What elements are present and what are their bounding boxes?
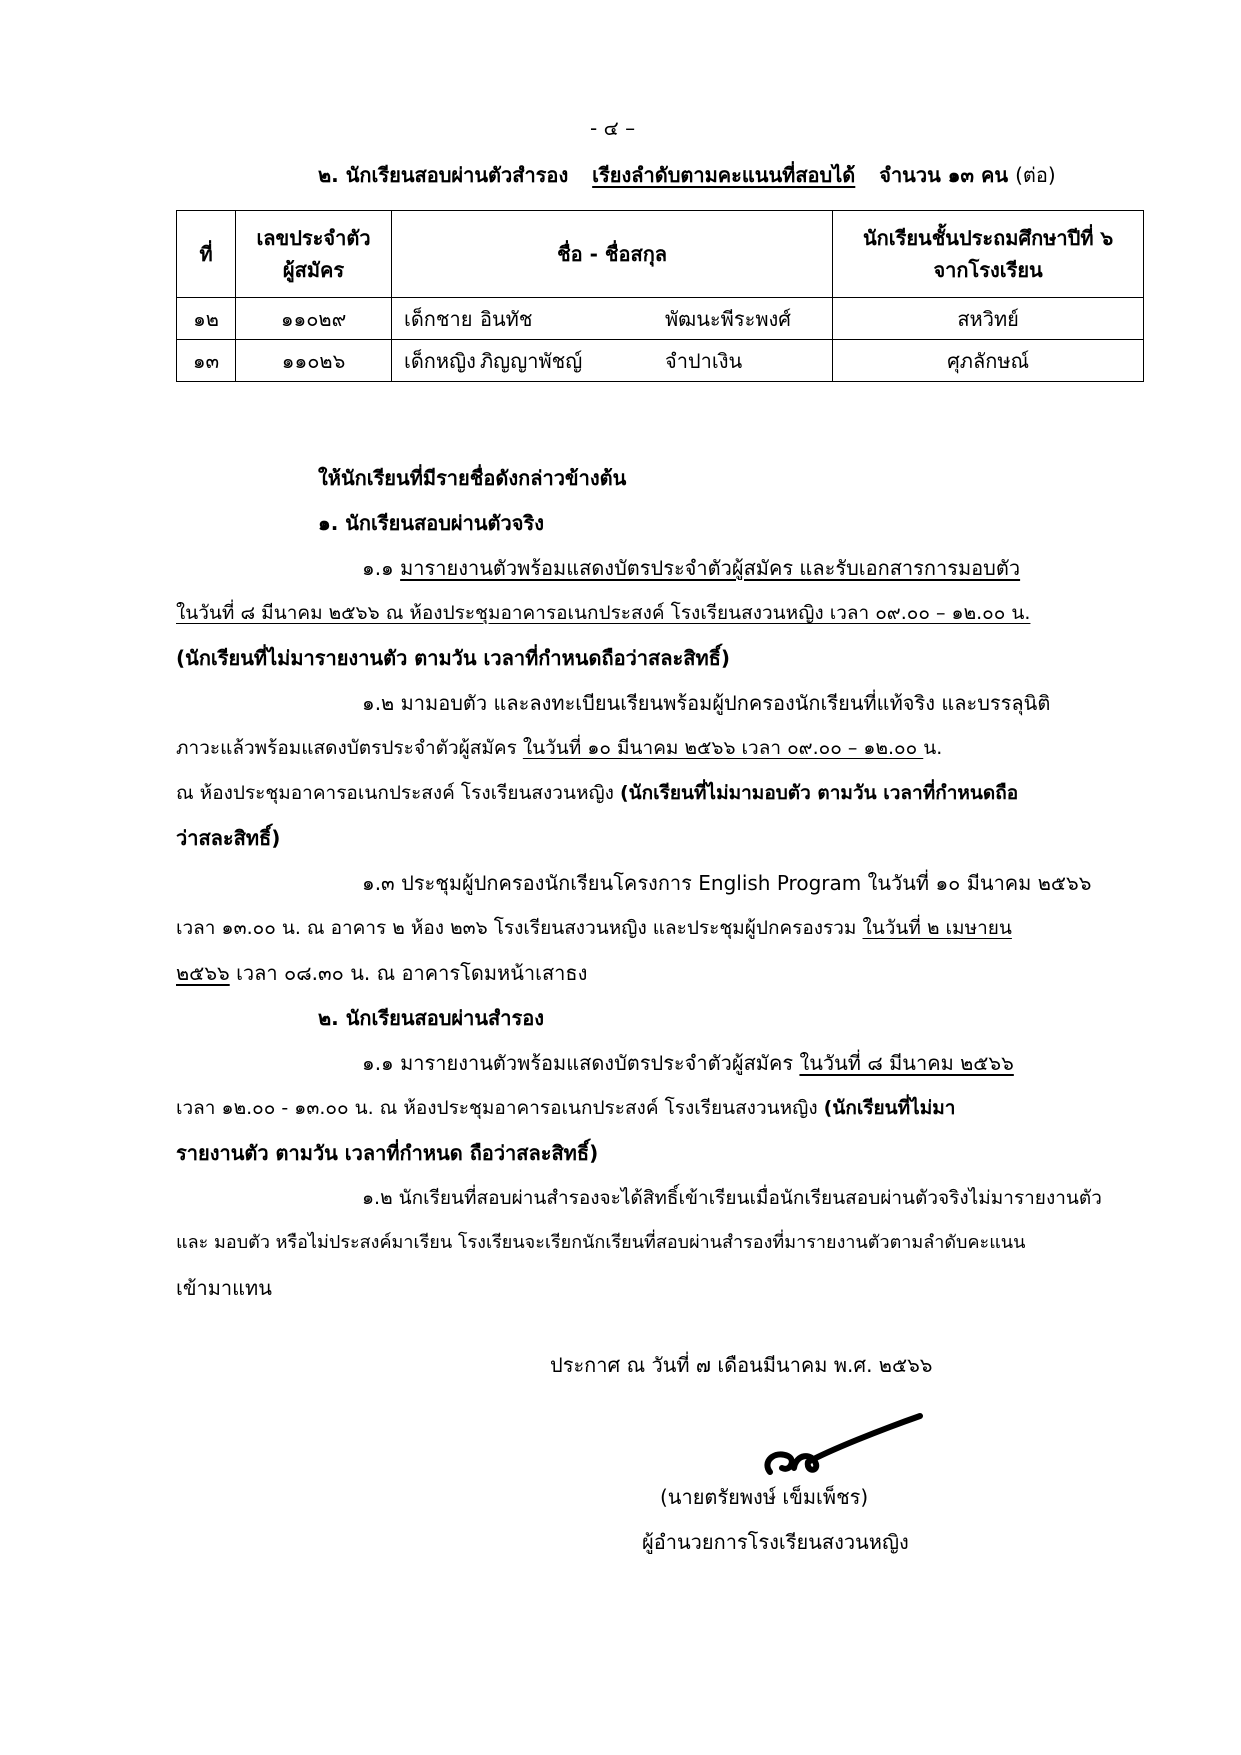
table-header-row xyxy=(177,211,1144,298)
item-2-1-line-2 xyxy=(176,1093,955,1123)
item-2-1-warning: (นักเรียนที่ไม่มา xyxy=(823,1097,956,1119)
results-table xyxy=(176,210,1144,382)
signature-icon xyxy=(760,1410,950,1490)
item-2-2-line-2: และ มอบตัว หรือไม่ประสงค์มาเรียน โรงเรียนจะเรียกนักเรียนที่สอบผ่านสำรองที่มารายงานตัวตามลำดับคะแนน xyxy=(176,1232,1026,1253)
table-row xyxy=(177,298,1144,340)
item-1-2-line-2 xyxy=(176,733,942,763)
item-1-3-line-2 xyxy=(176,913,1012,943)
cell-school: ศุภลักษณ์ xyxy=(833,340,1144,382)
item-2-2-line-3: เข้ามาแทน xyxy=(176,1276,272,1300)
cell-no: ๑๓ xyxy=(177,340,236,382)
item-2-1-text: ๑.๑ มารายงานตัวพร้อมแสดงบัตรประจำตัวผู้สมัคร xyxy=(362,1051,800,1075)
header-school xyxy=(833,211,1144,298)
heading-cont: (ต่อ) xyxy=(1015,163,1056,187)
signer-name: (นายตรัยพงษ์ เข็มเพ็ชร) xyxy=(660,1485,869,1509)
item-1-1-line-2: ในวันที่ ๘ มีนาคม ๒๕๖๖ ณ ห้องประชุมอาคารอเนกประสงค์ โรงเรียนสงวนหญิง เวลา ๐๙.๐๐ – ๑๒.๐๐ น. xyxy=(176,602,1031,624)
item-2-1-line-1 xyxy=(362,1048,1014,1078)
item-2-1-place: เวลา ๑๒.๐๐ - ๑๓.๐๐ น. ณ ห้องประชุมอาคารอเนกประสงค์ โรงเรียนสงวนหญิง xyxy=(176,1097,824,1119)
header-id-line2: ผู้สมัคร xyxy=(282,258,345,282)
item-1-3-place: เวลา ๐๘.๓๐ น. ณ อาคารโดมหน้าเสาธง xyxy=(229,961,588,985)
section-heading xyxy=(318,160,1056,190)
item-1-1-line-3: (นักเรียนที่ไม่มารายงานตัว ตามวัน เวลาที่กำหนดถือว่าสละสิทธิ์) xyxy=(176,646,730,670)
section-1-title: ๑. นักเรียนสอบผ่านตัวจริง xyxy=(318,511,544,535)
item-1-2-line-1: ๑.๒ มามอบตัว และลงทะเบียนเรียนพร้อมผู้ปกครองนักเรียนที่แท้จริง และบรรลุนิติ xyxy=(362,691,1051,715)
item-1-1-text: มารายงานตัวพร้อมแสดงบัตรประจำตัวผู้สมัคร และรับเอกสารการมอบตัว xyxy=(400,556,1021,580)
item-1-2-warning: (นักเรียนที่ไม่มามอบตัว ตามวัน เวลาที่กำหนดถือ xyxy=(620,782,1019,804)
heading-count: จำนวน ๑๓ คน xyxy=(879,163,1009,187)
item-1-2-text: ภาวะแล้วพร้อมแสดงบัตรประจำตัวผู้สมัคร xyxy=(176,737,523,759)
name-prefix: เด็กชาย xyxy=(403,306,473,331)
item-1-1-number: ๑.๑ xyxy=(362,556,401,580)
item-1-3-text: เวลา ๑๓.๐๐ น. ณ อาคาร ๒ ห้อง ๒๓๖ โรงเรียนสงวนหญิง และประชุมผู้ปกครองรวม xyxy=(176,917,863,939)
header-no: ที่ xyxy=(177,211,236,298)
header-name: ชื่อ - ชื่อสกุล xyxy=(391,211,832,298)
name-first: ภิญญาพัชญ์ xyxy=(479,348,583,373)
item-1-3-line-1: ๑.๓ ประชุมผู้ปกครองนักเรียนโครงการ English Program ในวันที่ ๑๐ มีนาคม ๒๕๖๖ xyxy=(362,871,1092,895)
item-1-3-line-3 xyxy=(176,958,587,988)
item-1-2-line-4: ว่าสละสิทธิ์) xyxy=(176,826,281,850)
item-1-2-place: ณ ห้องประชุมอาคารอเนกประสงค์ โรงเรียนสงวนหญิง xyxy=(176,782,620,804)
announcement-date: ประกาศ ณ วันที่ ๗ เดือนมีนาคม พ.ศ. ๒๕๖๖ xyxy=(550,1353,933,1377)
cell-no: ๑๒ xyxy=(177,298,236,340)
cell-id: ๑๑๐๒๙ xyxy=(236,298,392,340)
item-2-1-line-3: รายงานตัว ตามวัน เวลาที่กำหนด ถือว่าสละสิทธิ์) xyxy=(176,1141,599,1165)
intro-text: ให้นักเรียนที่มีรายชื่อดังกล่าวข้างต้น xyxy=(318,466,627,490)
page-number: - ๔ – xyxy=(590,116,636,140)
name-last: จำปาเงิน xyxy=(664,348,743,373)
name-last: พัฒนะพีระพงศ์ xyxy=(664,306,791,331)
cell-name xyxy=(391,298,832,340)
item-1-3-date: ในวันที่ ๒ เมษายน xyxy=(862,917,1012,939)
header-school-line2: จากโรงเรียน xyxy=(933,258,1043,282)
header-id-line1: เลขประจำตัว xyxy=(256,226,371,250)
item-1-2-unit: น. xyxy=(923,737,943,759)
header-applicant-id xyxy=(236,211,392,298)
item-1-2-line-3 xyxy=(176,778,1018,808)
signer-title: ผู้อำนวยการโรงเรียนสงวนหญิง xyxy=(642,1530,909,1554)
item-1-2-date: ในวันที่ ๑๐ มีนาคม ๒๕๖๖ เวลา ๐๙.๐๐ – ๑๒.๐๐ xyxy=(522,737,924,759)
cell-school: สหวิทย์ xyxy=(833,298,1144,340)
cell-name xyxy=(391,340,832,382)
item-1-3-year: ๒๕๖๖ xyxy=(176,961,230,985)
name-first: อินทัช xyxy=(479,306,533,331)
name-prefix: เด็กหญิง xyxy=(403,348,476,373)
item-2-2-line-1: ๑.๒ นักเรียนที่สอบผ่านสำรองจะได้สิทธิ์เข้าเรียนเมื่อนักเรียนสอบผ่านตัวจริงไม่มารายงานตัว xyxy=(362,1187,1102,1209)
heading-underlined: เรียงลำดับตามคะแนนที่สอบได้ xyxy=(592,163,856,187)
cell-id: ๑๑๐๒๖ xyxy=(236,340,392,382)
item-2-1-date: ในวันที่ ๘ มีนาคม ๒๕๖๖ xyxy=(799,1051,1014,1075)
signature xyxy=(760,1410,950,1490)
heading-prefix: ๒. นักเรียนสอบผ่านตัวสำรอง xyxy=(318,163,569,187)
header-school-line1: นักเรียนชั้นประถมศึกษาปีที่ ๖ xyxy=(862,226,1114,250)
table-row xyxy=(177,340,1144,382)
item-1-1-line-1 xyxy=(362,553,1020,583)
section-2-title: ๒. นักเรียนสอบผ่านสำรอง xyxy=(318,1006,544,1030)
